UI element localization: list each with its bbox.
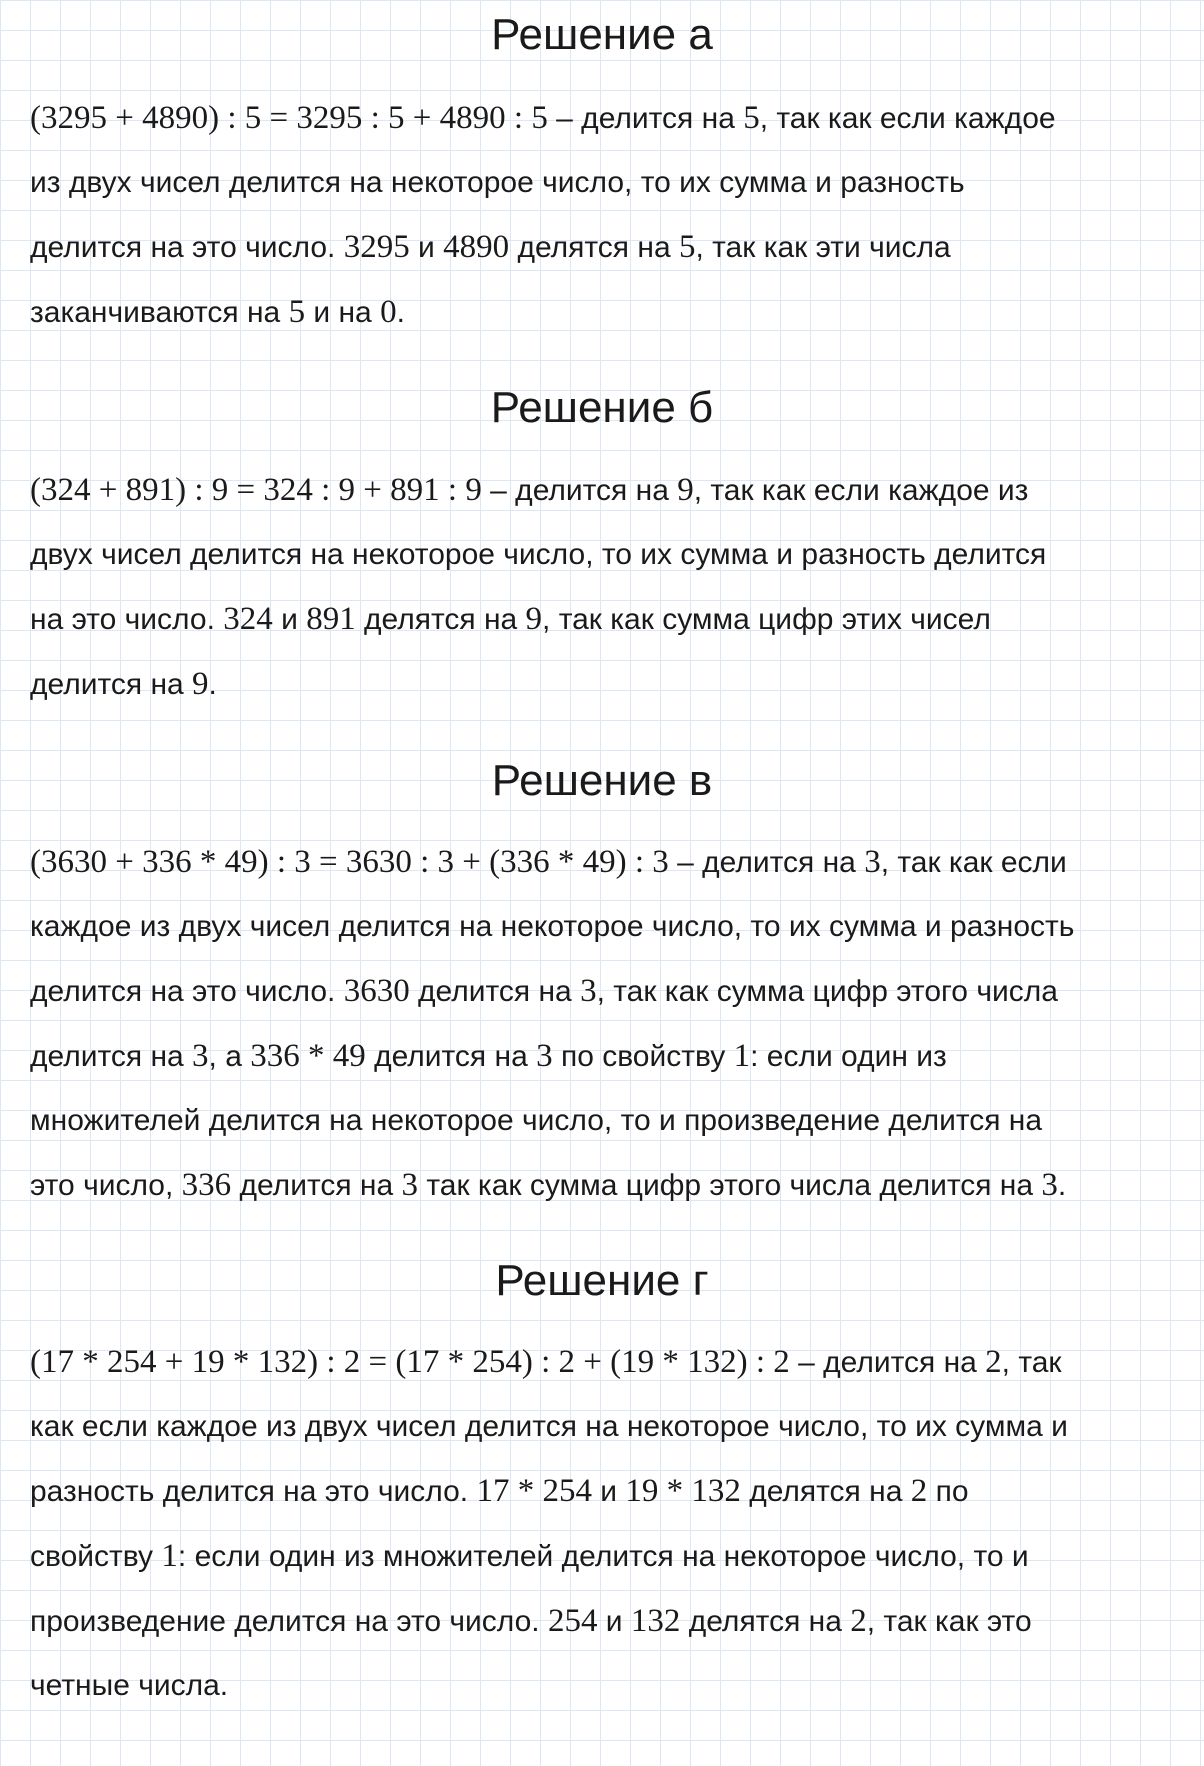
text-line: [30, 895, 1180, 959]
math-expression: 336: [181, 1167, 232, 1203]
math-expression: 3: [580, 973, 597, 1009]
text-line: [30, 1589, 1180, 1654]
math-expression: 254: [547, 1603, 598, 1639]
text-run: множителей делится на некоторое число, то и произведение делится на: [30, 1104, 1043, 1137]
text-run: делится на это число.: [30, 231, 344, 264]
text-run: , а: [208, 1040, 251, 1073]
math-expression: 336 * 49: [250, 1038, 366, 1074]
text-run: .: [396, 296, 405, 329]
math-expression: 5: [743, 100, 760, 136]
text-run: свойству: [30, 1540, 162, 1573]
text-run: – делится на: [789, 1346, 986, 1379]
text-line: [30, 587, 1180, 652]
section-text-v: [30, 830, 1180, 1218]
math-expression: 9: [677, 472, 694, 508]
text-run: , так как это: [866, 1605, 1032, 1638]
text-run: заканчиваются на: [30, 296, 289, 329]
math-expression: 3: [1041, 1167, 1058, 1203]
math-expression: 2: [850, 1603, 867, 1639]
text-run: : если один из множителей делится на некоторое число, то и: [177, 1540, 1029, 1573]
text-line: [30, 86, 1180, 151]
text-line: [30, 215, 1180, 280]
section-heading-g: Решение г: [495, 1256, 709, 1305]
math-expression: 132: [630, 1603, 681, 1639]
text-run: и: [591, 1475, 626, 1508]
text-run: и: [409, 231, 444, 264]
section-text-a: [30, 86, 1180, 345]
text-run: делится на: [365, 1040, 537, 1073]
text-run: произведение делится на это число.: [30, 1605, 548, 1638]
math-expression: (17 * 254 + 19 * 132) : 2 = (17 * 254) : 2 + (19 * 132) : 2: [30, 1344, 790, 1380]
text-line: [30, 1524, 1180, 1589]
text-run: делится на: [30, 668, 193, 701]
text-line: [30, 1654, 1180, 1718]
text-run: и: [272, 603, 307, 636]
math-expression: 19 * 132: [625, 1473, 741, 1509]
text-run: , так как если каждое из: [693, 474, 1029, 507]
math-expression: 891: [306, 601, 356, 637]
text-run: – делится на: [668, 846, 865, 879]
math-expression: 17 * 254: [476, 1473, 592, 1509]
text-line: [30, 1024, 1180, 1089]
math-expression: (3295 + 4890) : 5 = 3295 : 5 + 4890 : 5: [30, 100, 548, 136]
math-expression: 3: [536, 1038, 553, 1074]
text-line: [30, 830, 1180, 895]
text-run: .: [1057, 1169, 1067, 1202]
text-line: [30, 959, 1180, 1024]
text-run: по: [927, 1475, 969, 1508]
math-expression: (324 + 891) : 9 = 324 : 9 + 891 : 9: [30, 472, 482, 508]
text-run: делятся на: [740, 1475, 911, 1508]
text-run: : если один из: [750, 1040, 947, 1073]
text-run: , так как эти числа: [695, 231, 951, 264]
section-heading-a: Решение а: [491, 10, 713, 59]
text-run: это число,: [30, 1169, 182, 1202]
section-heading-v: Решение в: [491, 756, 713, 805]
text-line: [30, 1330, 1180, 1395]
math-expression: 2: [985, 1344, 1002, 1380]
text-run: и на: [305, 296, 381, 329]
text-run: – делится на: [547, 102, 744, 135]
text-line: [30, 1153, 1180, 1218]
text-run: на это число.: [30, 603, 224, 636]
text-run: делятся на: [509, 231, 679, 264]
text-run: , так как если: [880, 846, 1067, 879]
text-line: [30, 151, 1180, 215]
text-run: разность делится на это число.: [30, 1475, 477, 1508]
text-run: так как сумма цифр этого числа делится на: [418, 1169, 1042, 1202]
text-run: делятся на: [355, 603, 526, 636]
text-run: , так как сумма цифр этих чисел: [542, 603, 991, 636]
section-text-b: [30, 458, 1180, 717]
text-run: каждое из двух чисел делится на некоторое число, то их сумма и разность: [30, 910, 1075, 943]
math-expression: 5: [288, 294, 306, 330]
math-expression: 1: [733, 1038, 751, 1074]
math-expression: 0: [380, 294, 397, 330]
math-expression: (3630 + 336 * 49) : 3 = 3630 : 3 + (336 * 49) : 3: [30, 844, 669, 880]
text-line: [30, 1395, 1180, 1459]
text-line: [30, 1089, 1180, 1153]
text-run: , так: [1001, 1346, 1062, 1379]
math-expression: 3: [192, 1038, 209, 1074]
text-run: , так как если каждое: [759, 102, 1056, 135]
math-expression: 5: [678, 229, 696, 265]
math-expression: 9: [525, 601, 543, 637]
math-expression: 2: [910, 1473, 928, 1509]
text-run: .: [208, 668, 217, 701]
text-run: делятся на: [680, 1605, 851, 1638]
math-expression: 3: [401, 1167, 419, 1203]
text-run: , так как сумма цифр этого числа: [596, 975, 1058, 1008]
text-line: [30, 458, 1180, 523]
math-expression: 324: [223, 601, 273, 637]
math-expression: 9: [192, 666, 209, 702]
text-run: делится на это число.: [30, 975, 344, 1008]
text-line: [30, 523, 1180, 587]
math-expression: 1: [161, 1538, 178, 1574]
text-run: делится на: [409, 975, 581, 1008]
section-heading-b: Решение б: [490, 383, 714, 432]
math-expression: 4890: [443, 229, 510, 265]
text-run: делится на: [231, 1169, 402, 1202]
text-run: делится на: [30, 1040, 193, 1073]
text-run: двух чисел делится на некоторое число, то их сумма и разность делится: [30, 538, 1047, 571]
text-line: [30, 1459, 1180, 1524]
math-expression: 3295: [343, 229, 410, 265]
text-line: [30, 652, 1180, 717]
math-expression: 3: [864, 844, 881, 880]
math-expression: 3630: [343, 973, 410, 1009]
text-run: по свойству: [552, 1040, 734, 1073]
text-run: – делится на: [481, 474, 678, 507]
section-text-g: [30, 1330, 1180, 1718]
text-run: как если каждое из двух чисел делится на некоторое число, то их сумма и: [30, 1410, 1068, 1443]
text-run: из двух чисел делится на некоторое число, то их сумма и разность: [30, 166, 965, 199]
text-run: четные числа.: [30, 1669, 229, 1702]
text-run: и: [597, 1605, 631, 1638]
text-line: [30, 280, 1180, 345]
